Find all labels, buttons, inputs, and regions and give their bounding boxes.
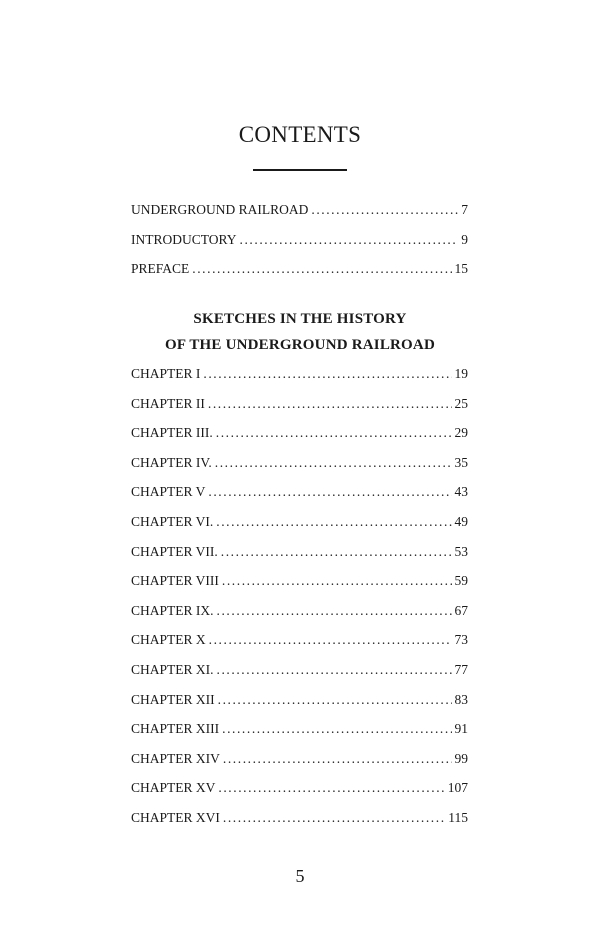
toc-entry-page: 35 <box>452 455 469 471</box>
dot-leader <box>216 425 452 441</box>
toc-entry-page: 83 <box>452 692 469 708</box>
toc-entry[interactable] <box>131 692 468 722</box>
dot-leader <box>217 662 452 678</box>
toc-entry[interactable] <box>131 366 468 396</box>
toc-entry-page: 67 <box>452 603 469 619</box>
toc-entry[interactable] <box>131 261 468 291</box>
toc-entry[interactable] <box>131 780 468 810</box>
toc-entry-label: CHAPTER XIV <box>131 751 223 767</box>
dot-leader <box>218 692 452 708</box>
toc-entry[interactable] <box>131 202 468 232</box>
toc-entry[interactable] <box>131 721 468 751</box>
toc-entry[interactable] <box>131 484 468 514</box>
toc-entry-page: 9 <box>458 232 468 248</box>
dot-leader <box>215 455 452 471</box>
toc-entry-label: CHAPTER III. <box>131 425 216 441</box>
toc-entry-label: CHAPTER VII. <box>131 544 221 560</box>
toc-entry[interactable] <box>131 662 468 692</box>
toc-entry-page: 7 <box>458 202 468 218</box>
toc-entry-page: 59 <box>452 573 469 589</box>
toc-entry[interactable] <box>131 232 468 262</box>
page-title: CONTENTS <box>238 122 362 147</box>
toc-entry-label: CHAPTER XII <box>131 692 218 708</box>
toc-entry-label: CHAPTER VIII <box>131 573 222 589</box>
dot-leader <box>218 780 444 796</box>
toc-entry[interactable] <box>131 396 468 426</box>
toc-entry-label: CHAPTER XI. <box>131 662 217 678</box>
dot-leader <box>223 810 445 826</box>
toc-entry[interactable] <box>131 573 468 603</box>
toc-entry-page: 53 <box>452 544 469 560</box>
toc-entry[interactable] <box>131 514 468 544</box>
toc-entry-page: 49 <box>452 514 469 530</box>
toc-entry-page: 15 <box>452 261 469 277</box>
toc-entry-label: CHAPTER XVI <box>131 810 223 826</box>
front-matter-list <box>131 202 468 291</box>
toc-entry-page: 99 <box>452 751 469 767</box>
toc-entry-label: CHAPTER X <box>131 632 209 648</box>
toc-entry[interactable] <box>131 751 468 781</box>
toc-entry-label: CHAPTER XV <box>131 780 218 796</box>
toc-entry-label: CHAPTER II <box>131 396 208 412</box>
dot-leader <box>209 632 452 648</box>
section-heading <box>0 306 600 358</box>
title-rule <box>253 169 347 171</box>
page-number: 5 <box>295 866 305 886</box>
toc-entry-page: 25 <box>452 396 469 412</box>
toc-entry-page: 115 <box>445 810 468 826</box>
toc-entry-label: CHAPTER I <box>131 366 203 382</box>
toc-entry-label: PREFACE <box>131 261 192 277</box>
toc-entry-label: CHAPTER VI. <box>131 514 216 530</box>
dot-leader <box>208 484 451 500</box>
section-heading-line-2: OF THE UNDERGROUND RAILROAD <box>164 337 435 353</box>
toc-entry-label: CHAPTER IV. <box>131 455 215 471</box>
dot-leader <box>216 514 451 530</box>
section-heading-line-1: SKETCHES IN THE HISTORY <box>193 311 407 327</box>
toc-entry[interactable] <box>131 425 468 455</box>
dot-leader <box>223 751 452 767</box>
dot-leader <box>192 261 451 277</box>
toc-entry-label: CHAPTER XIII <box>131 721 222 737</box>
toc-entry-page: 19 <box>452 366 469 382</box>
toc-entry[interactable] <box>131 455 468 485</box>
dot-leader <box>217 603 452 619</box>
toc-entry-label: INTRODUCTORY <box>131 232 240 248</box>
toc-entry-label: CHAPTER V <box>131 484 208 500</box>
toc-entry-page: 77 <box>452 662 469 678</box>
toc-entry-page: 107 <box>445 780 468 796</box>
dot-leader <box>222 721 451 737</box>
dot-leader <box>208 396 452 412</box>
dot-leader <box>222 573 452 589</box>
toc-entry[interactable] <box>131 603 468 633</box>
toc-entry[interactable] <box>131 632 468 662</box>
toc-entry-label: CHAPTER IX. <box>131 603 217 619</box>
toc-entry-page: 73 <box>452 632 469 648</box>
dot-leader <box>240 232 459 248</box>
chapter-list <box>131 366 468 840</box>
toc-entry-label: UNDERGROUND RAILROAD <box>131 202 311 218</box>
toc-entry-page: 91 <box>452 721 469 737</box>
toc-entry[interactable] <box>131 544 468 574</box>
dot-leader <box>203 366 451 382</box>
toc-entry-page: 43 <box>452 484 469 500</box>
dot-leader <box>311 202 458 218</box>
toc-entry-page: 29 <box>452 425 469 441</box>
dot-leader <box>221 544 452 560</box>
toc-entry[interactable] <box>131 810 468 840</box>
